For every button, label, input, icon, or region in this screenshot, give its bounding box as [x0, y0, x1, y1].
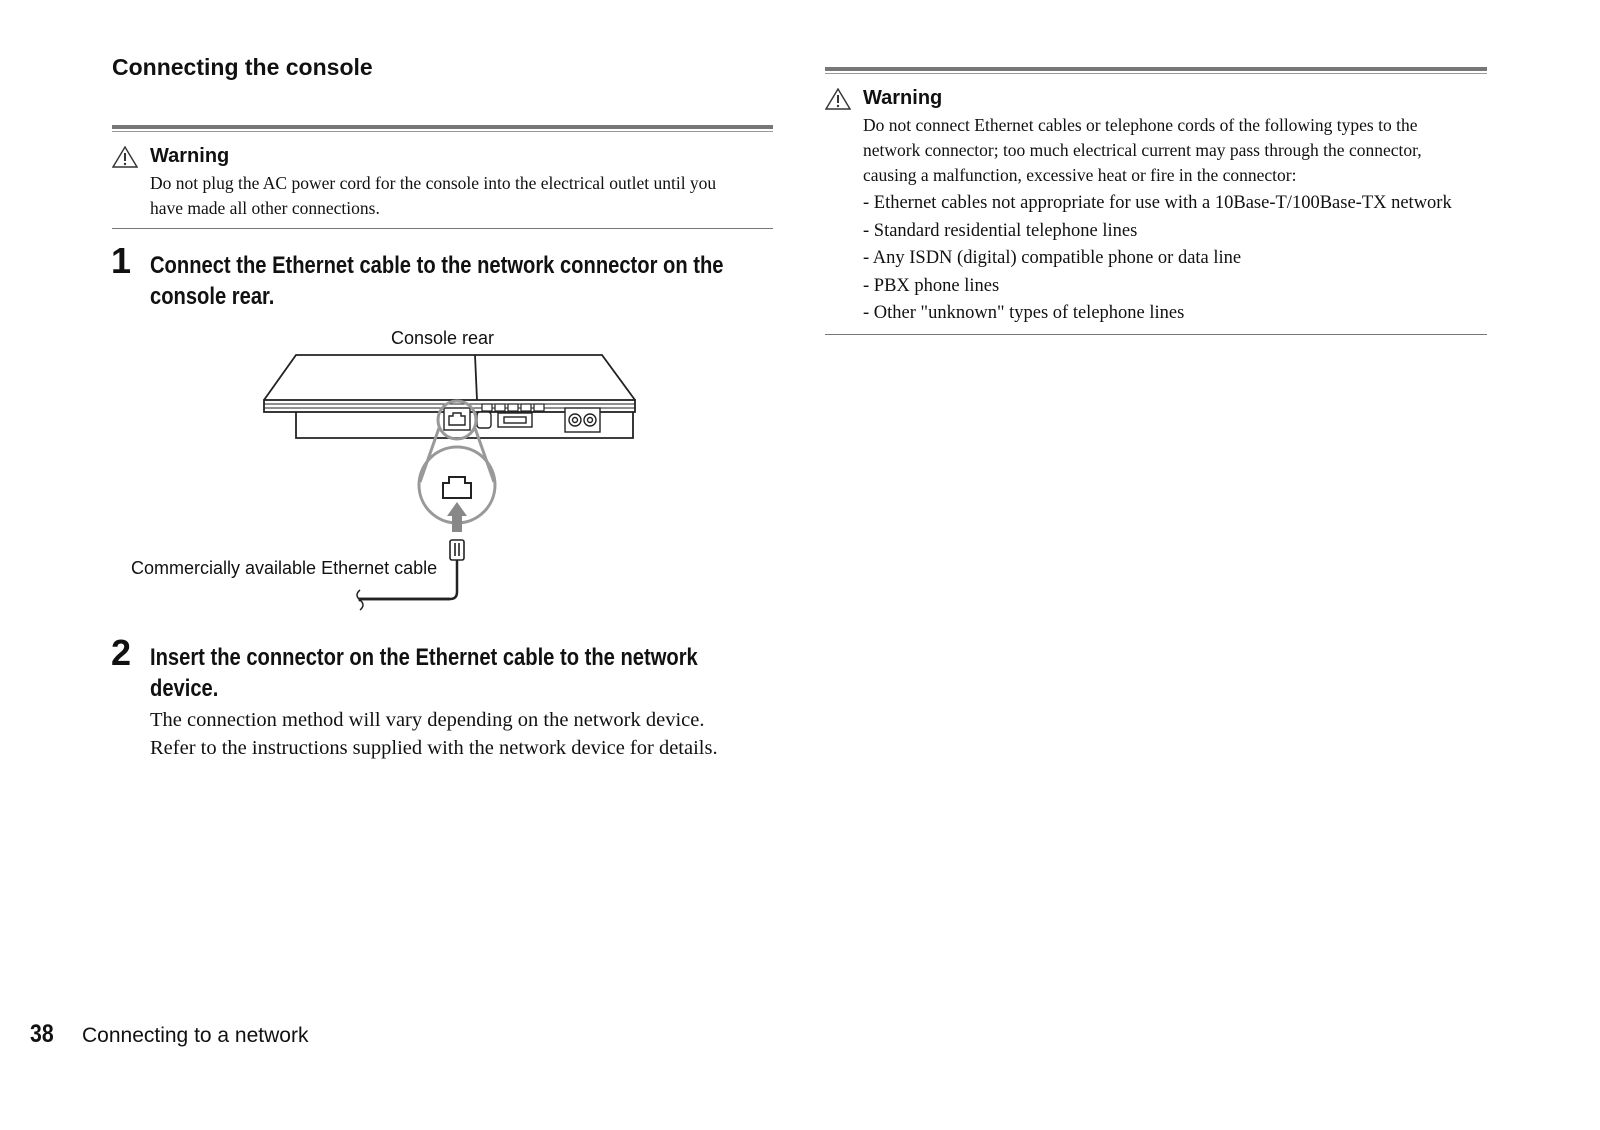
step-heading-line: device.: [150, 675, 219, 702]
warning-line: causing a malfunction, excessive heat or fire in the connector:: [863, 165, 1297, 185]
ethernet-port-icon: [443, 477, 471, 498]
warning-rule-top-right: [825, 67, 1487, 71]
warning-line: have made all other connections.: [150, 198, 380, 218]
insert-arrow-icon: [447, 502, 467, 532]
warning-rule-top-left: [112, 125, 773, 129]
list-item: - Ethernet cables not appropriate for use with a 10Base-T/100Base-TX network: [863, 193, 1452, 213]
list-item: - Any ISDN (digital) compatible phone or data line: [863, 248, 1242, 268]
list-item: - Standard residential telephone lines: [863, 220, 1138, 241]
warning-triangle-icon: [825, 88, 851, 110]
warning-rule-bottom-left: [112, 228, 773, 229]
list-item: - Other "unknown" types of telephone lines: [863, 303, 1185, 323]
warning-heading-left: [112, 145, 229, 168]
warning-triangle-icon: [112, 146, 138, 168]
diagram-label-ethernet-cable: Commercially available Ethernet cable: [131, 558, 438, 578]
ethernet-cable-plug: [450, 540, 464, 560]
step-heading: [150, 250, 723, 312]
page-number: 38: [30, 1020, 54, 1048]
warning-text-right: [863, 113, 1503, 188]
warning-list: [863, 190, 1452, 328]
console-vents: [482, 404, 544, 411]
step-number: 1: [111, 240, 131, 281]
step-heading-line: Insert the connector on the Ethernet cable to the network: [150, 644, 698, 671]
step-heading-line: console rear.: [150, 283, 275, 310]
step-number: 2: [111, 632, 131, 673]
warning-line: network connector; too much electrical current may pass through the connector,: [863, 140, 1422, 160]
step-body-line: Refer to the instructions supplied with the network device for details.: [150, 737, 718, 759]
warning-text-left: [150, 171, 780, 221]
footer-section-title: Connecting to a network: [82, 1024, 309, 1047]
warning-title: Warning: [863, 87, 943, 109]
section-title: Connecting the console: [112, 54, 373, 80]
step-heading-line: Connect the Ethernet cable to the network connector on the: [150, 252, 724, 279]
warning-rule-bottom-right: [825, 334, 1487, 335]
step-heading: [150, 642, 698, 704]
warning-heading-right: [825, 87, 942, 110]
diagram-label-console-rear: Console rear: [391, 328, 495, 348]
step-body-line: The connection method will vary depending on the network device.: [150, 709, 705, 731]
warning-title: Warning: [150, 145, 230, 167]
warning-line: Do not connect Ethernet cables or telephone cords of the following types to the: [863, 115, 1418, 135]
warning-line: Do not plug the AC power cord for the console into the electrical outlet until you: [150, 173, 717, 193]
step-body: [150, 706, 718, 762]
list-item: - PBX phone lines: [863, 275, 1000, 296]
